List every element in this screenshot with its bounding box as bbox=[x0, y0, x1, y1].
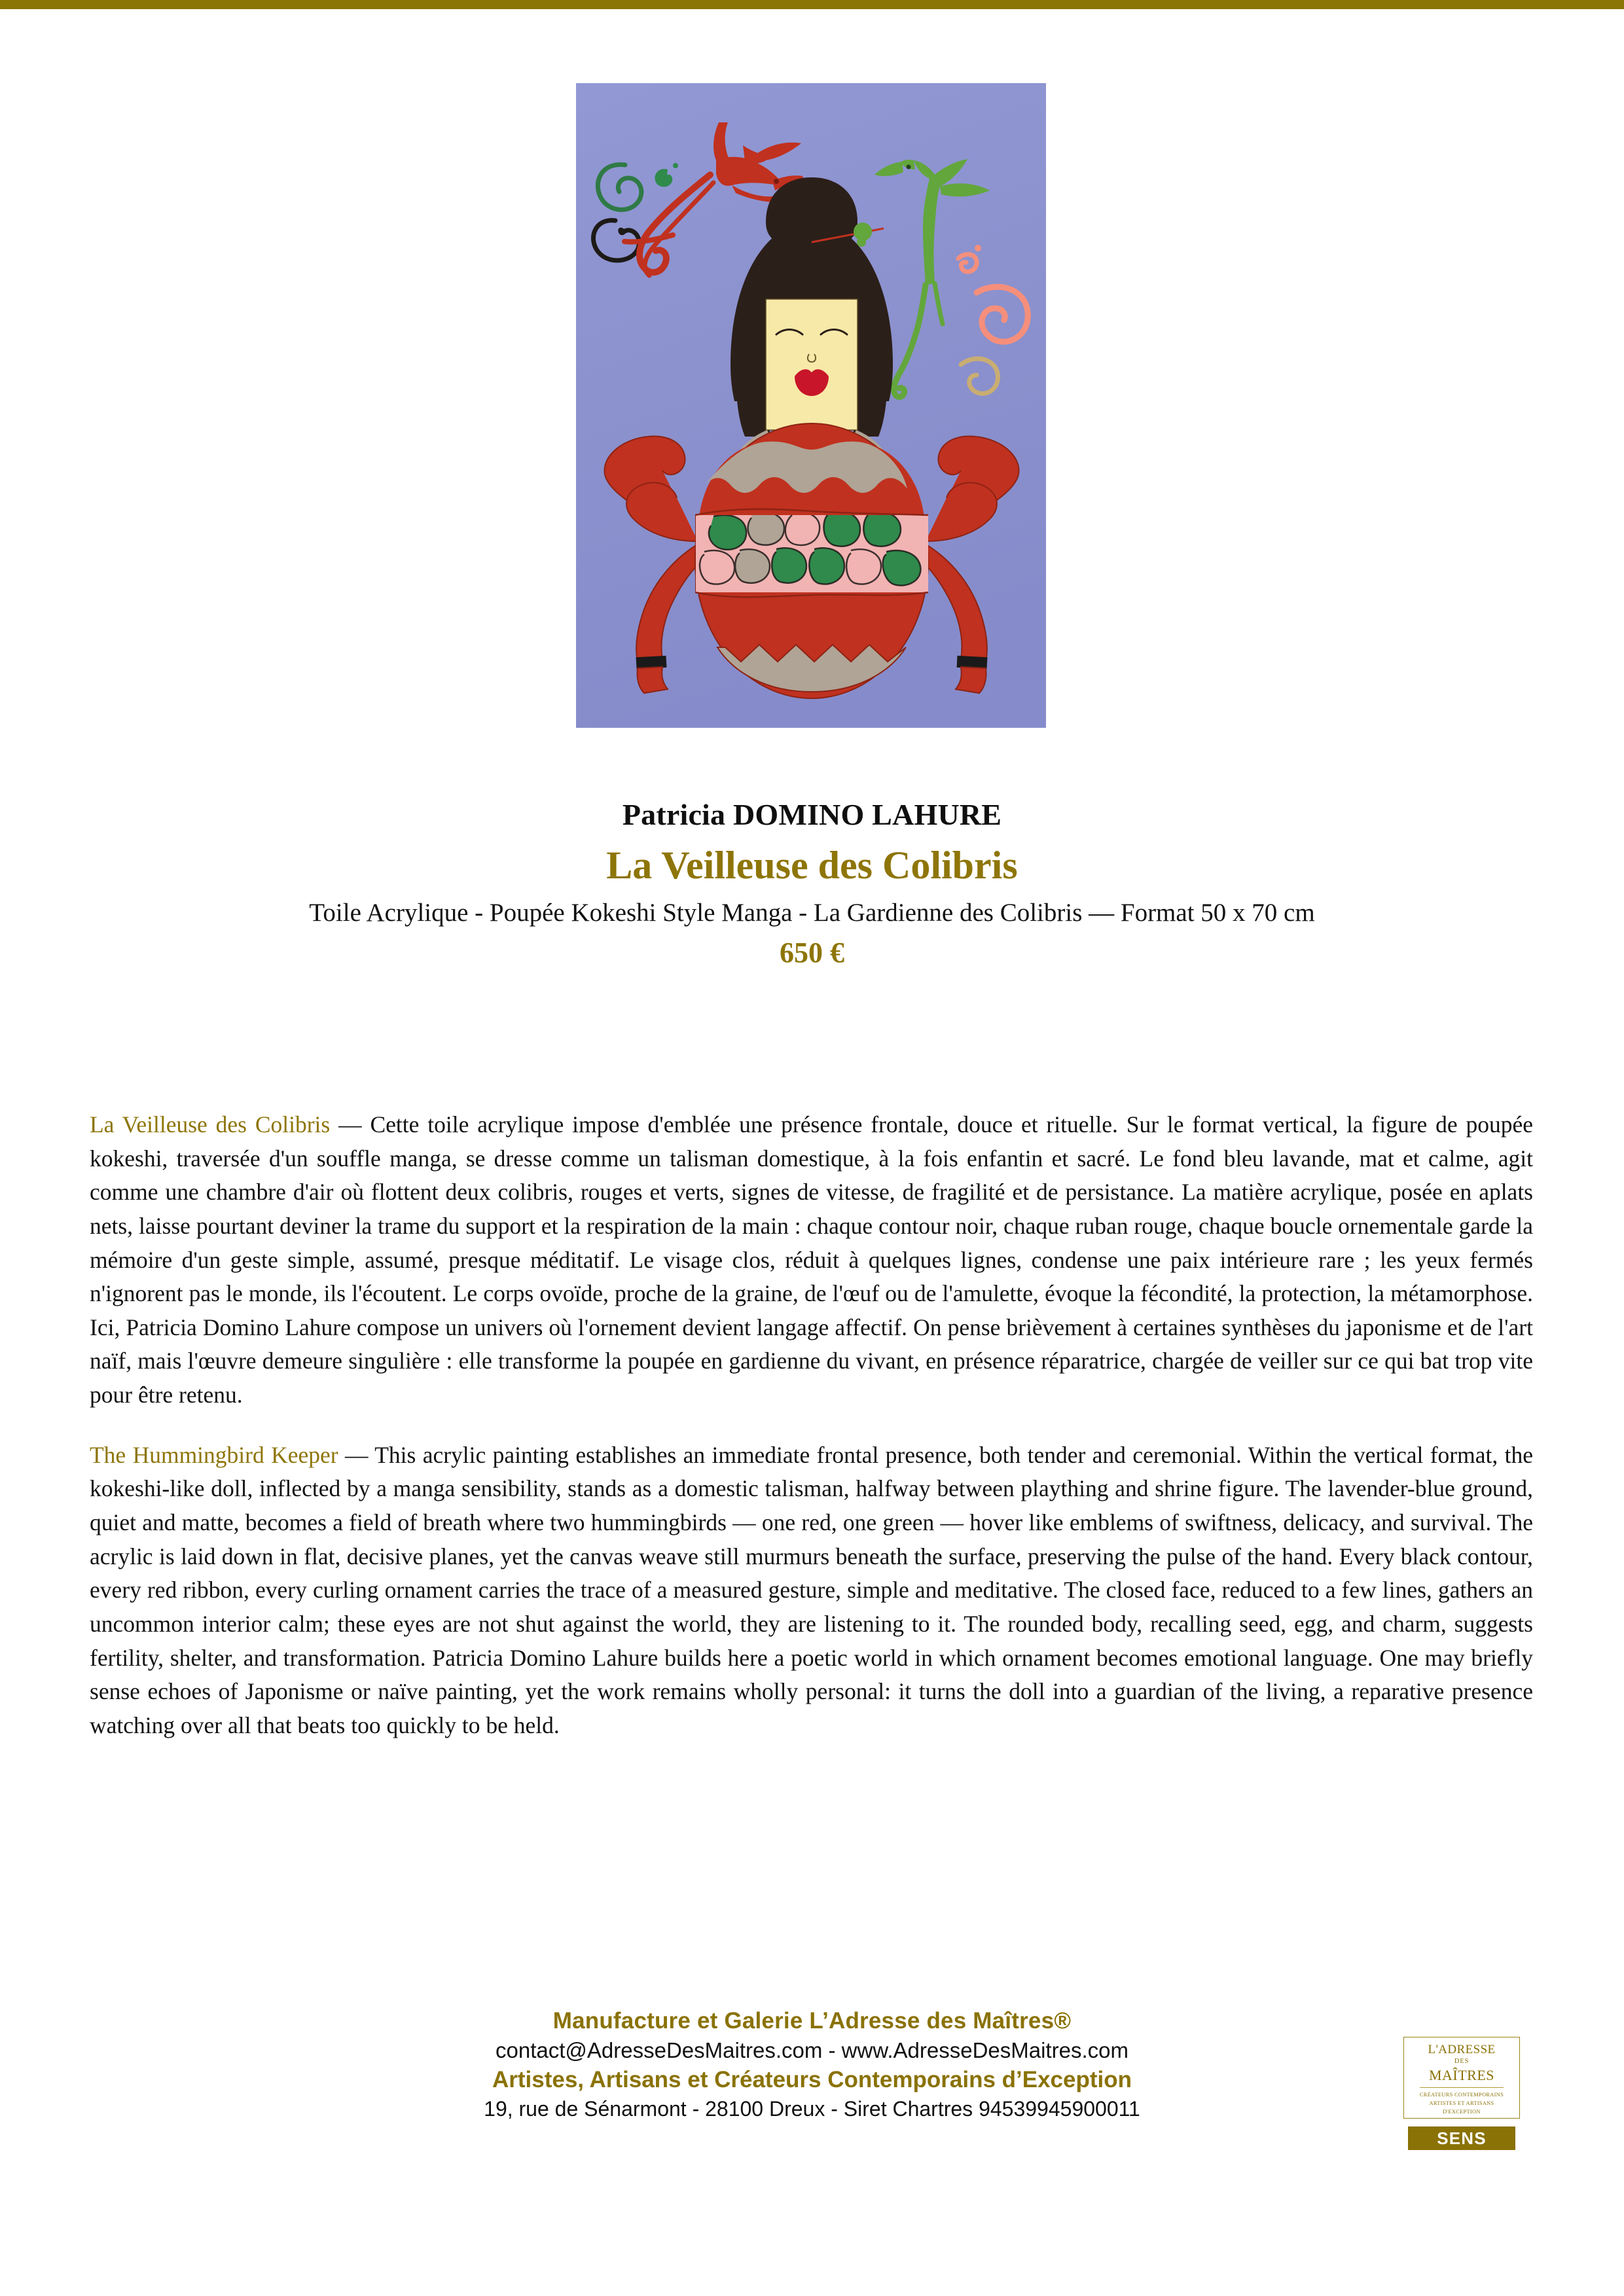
logo-sub-createurs: CRÉATEURS CONTEMPORAINS bbox=[1419, 2091, 1504, 2098]
logo-card bbox=[1403, 2037, 1520, 2119]
body-french: Cette toile acrylique impose d'emblée une présence frontale, douce et rituelle. Sur le format vertical, la figure de poupée kokeshi, traversée d'un souffle manga, se dresse comme un talisman domestique, à la fois enfantin et sacré. Le fond bleu lavande, mat et calme, agit comme une chambre d'air où flottent deux colibris, rouges et verts, signes de vitesse, de fragilité et de persistance. La matière acrylique, posée en aplats nets, laisse pourtant deviner la trame du support et la respiration de la main : chaque contour noir, chaque ruban rouge, chaque boucle ornementale garde la mémoire d'un geste simple, assumé, presque méditatif. Le visage clos, réduit à quelques lignes, condense une paix intérieure rare ; les yeux fermés n'ignorent pas le monde, ils l'écoutent. Le corps ovoïde, proche de la graine, de l'œuf ou de l'amulette, évoque la fécondité, la protection, la métamorphose. Ici, Patricia Domino Lahure compose un univers où l'ornement devient langage affectif. On pense brièvement à certaines synthèses du japonisme et de l'art naïf, mais l'œuvre demeure singulière : elle transforme la poupée en gardienne du vivant, en présence réparatrice, chargée de veiller sur ce qui bat trop vite pour être retenu. bbox=[90, 1111, 1534, 1408]
footer-company-name: Manufacture et Galerie L’Adresse des Maîtres® bbox=[552, 2008, 1072, 2034]
description-section bbox=[90, 1108, 1533, 1769]
footer-contact[interactable]: contact@AdresseDesMaitres.com - www.AdresseDesMaitres.com bbox=[496, 2038, 1128, 2062]
logo-line-maitres: MAÎTRES bbox=[1428, 2066, 1495, 2083]
footer bbox=[0, 2008, 1624, 2121]
artist-name: Patricia DOMINO LAHURE bbox=[622, 798, 1002, 831]
logo-sub-artistes: ARTISTES ET ARTISANS bbox=[1429, 2100, 1494, 2106]
logo-sub-exception: D'EXCEPTION bbox=[1443, 2108, 1481, 2115]
artwork-canvas bbox=[576, 83, 1046, 728]
footer-tagline: Artistes, Artisans et Créateurs Contemporains d’Exception bbox=[492, 2067, 1132, 2092]
price-label: 650 € bbox=[780, 937, 844, 969]
paragraph-french bbox=[90, 1108, 1533, 1412]
logo-divider bbox=[1420, 2087, 1504, 2088]
logo-line-des: DES bbox=[1454, 2057, 1470, 2065]
dash-english: — bbox=[338, 1441, 375, 1468]
sens-badge: SENS bbox=[1408, 2126, 1515, 2150]
work-subtitle: Toile Acrylique - Poupée Kokeshi Style Manga - La Gardienne des Colibris — Format 50 x 70 cm bbox=[309, 899, 1315, 927]
dash-french: — bbox=[330, 1111, 370, 1138]
brand-logo-block bbox=[1403, 2037, 1520, 2150]
artwork-image bbox=[576, 83, 1046, 728]
lead-in-french: La Veilleuse des Colibris bbox=[90, 1111, 331, 1138]
body-english: This acrylic painting establishes an immediate frontal presence, both tender and ceremonial. Within the vertical format, the kokeshi-like doll, inflected by a manga sensibility, stands as a domestic talisman, halfway between plaything and shrine figure. The lavender-blue ground, quiet and matte, becomes a field of breath where two hummingbirds — one red, one green — hover like emblems of swiftness, delicacy, and survival. The acrylic is laid down in flat, decisive planes, yet the canvas weave still murmurs beneath the surface, preserving the pulse of the hand. Every black contour, every red ribbon, every curling ornament carries the trace of a measured gesture, simple and meditative. The closed face, reduced to a few lines, gathers an uncommon interior calm; these eyes are not shut against the world, they are listening to it. The rounded body, recalling seed, egg, and charm, suggests fertility, shelter, and transformation. Patricia Domino Lahure builds here a poetic world in which ornament becomes emotional language. One may briefly sense echoes of Japonisme or naïve painting, yet the work remains wholly personal: it turns the doll into a guardian of the living, a reparative presence watching over all that beats too quickly to be held. bbox=[90, 1441, 1533, 1738]
page-title: La Veilleuse des Colibris bbox=[606, 844, 1018, 887]
top-accent-bar bbox=[0, 0, 1624, 9]
lead-in-english: The Hummingbird Keeper bbox=[90, 1441, 338, 1468]
logo-line-adresse: L'ADRESSE bbox=[1428, 2043, 1496, 2056]
paragraph-english bbox=[90, 1439, 1533, 1743]
footer-address: 19, rue de Sénarmont - 28100 Dreux - Siret Chartres 94539945900011 bbox=[484, 2097, 1140, 2121]
